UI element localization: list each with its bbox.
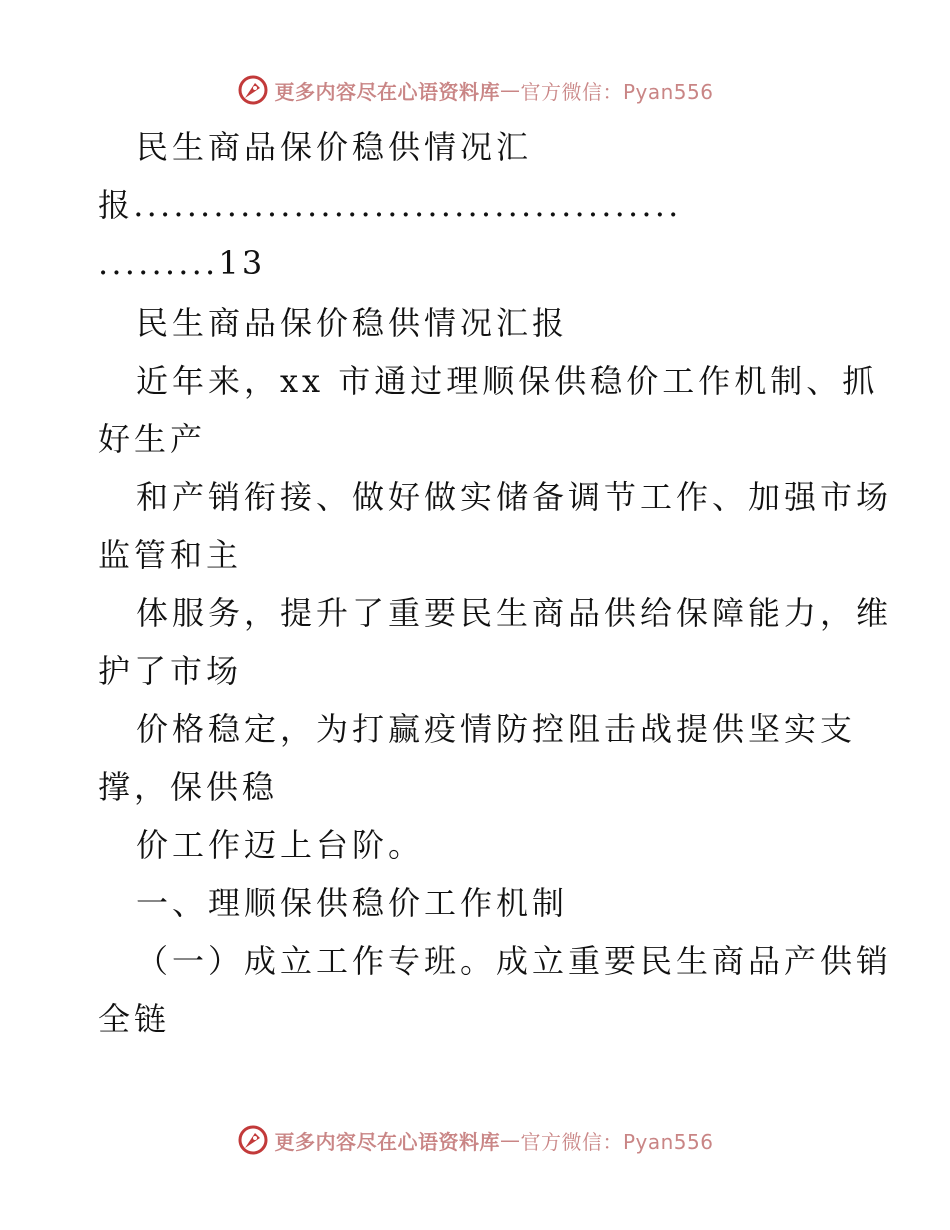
- paragraph-line: 好生产: [98, 420, 207, 458]
- document-title: 民生商品保价稳供情况汇报: [136, 304, 569, 342]
- toc-entry-title-line2: 报.........................................: [98, 186, 682, 224]
- paragraph-line: 价工作迈上台阶。: [136, 826, 425, 864]
- paragraph-line: 撑，保供稳: [98, 768, 279, 806]
- watermark-text: 更多内容尽在心语资料库: [274, 1129, 500, 1154]
- paragraph-line: 全链: [98, 1000, 171, 1038]
- paragraph-line: 护了市场: [98, 652, 243, 690]
- section-heading: 一、理顺保供稳价工作机制: [136, 884, 569, 922]
- watermark-text: 更多内容尽在心语资料库: [274, 79, 500, 104]
- pen-nib-circle-icon: [236, 1123, 270, 1157]
- watermark-dash: —: [499, 1128, 521, 1152]
- paragraph-line: 和产销衔接、做好做实储备调节工作、加强市场: [136, 478, 893, 516]
- paragraph-line: 近年来，xx 市通过理顺保供稳价工作机制、抓: [136, 362, 879, 400]
- toc-entry-page-line: .........13: [98, 244, 266, 282]
- paragraph-line: 监管和主: [98, 536, 243, 574]
- header-watermark: [0, 70, 950, 110]
- watermark-contact: 官方微信：Pyan556: [520, 79, 714, 104]
- footer-watermark: [0, 1120, 950, 1160]
- paragraph-line: 价格稳定，为打赢疫情防控阻击战提供坚实支: [136, 710, 857, 748]
- watermark-contact: 官方微信：Pyan556: [520, 1129, 714, 1154]
- pen-nib-circle-icon: [236, 73, 270, 107]
- watermark-dash: —: [499, 78, 521, 102]
- paragraph-line: （一）成立工作专班。成立重要民生商品产供销: [136, 942, 893, 980]
- paragraph-line: 体服务，提升了重要民生商品供给保障能力，维: [136, 594, 893, 632]
- toc-entry-title-line1: 民生商品保价稳供情况汇: [136, 128, 533, 166]
